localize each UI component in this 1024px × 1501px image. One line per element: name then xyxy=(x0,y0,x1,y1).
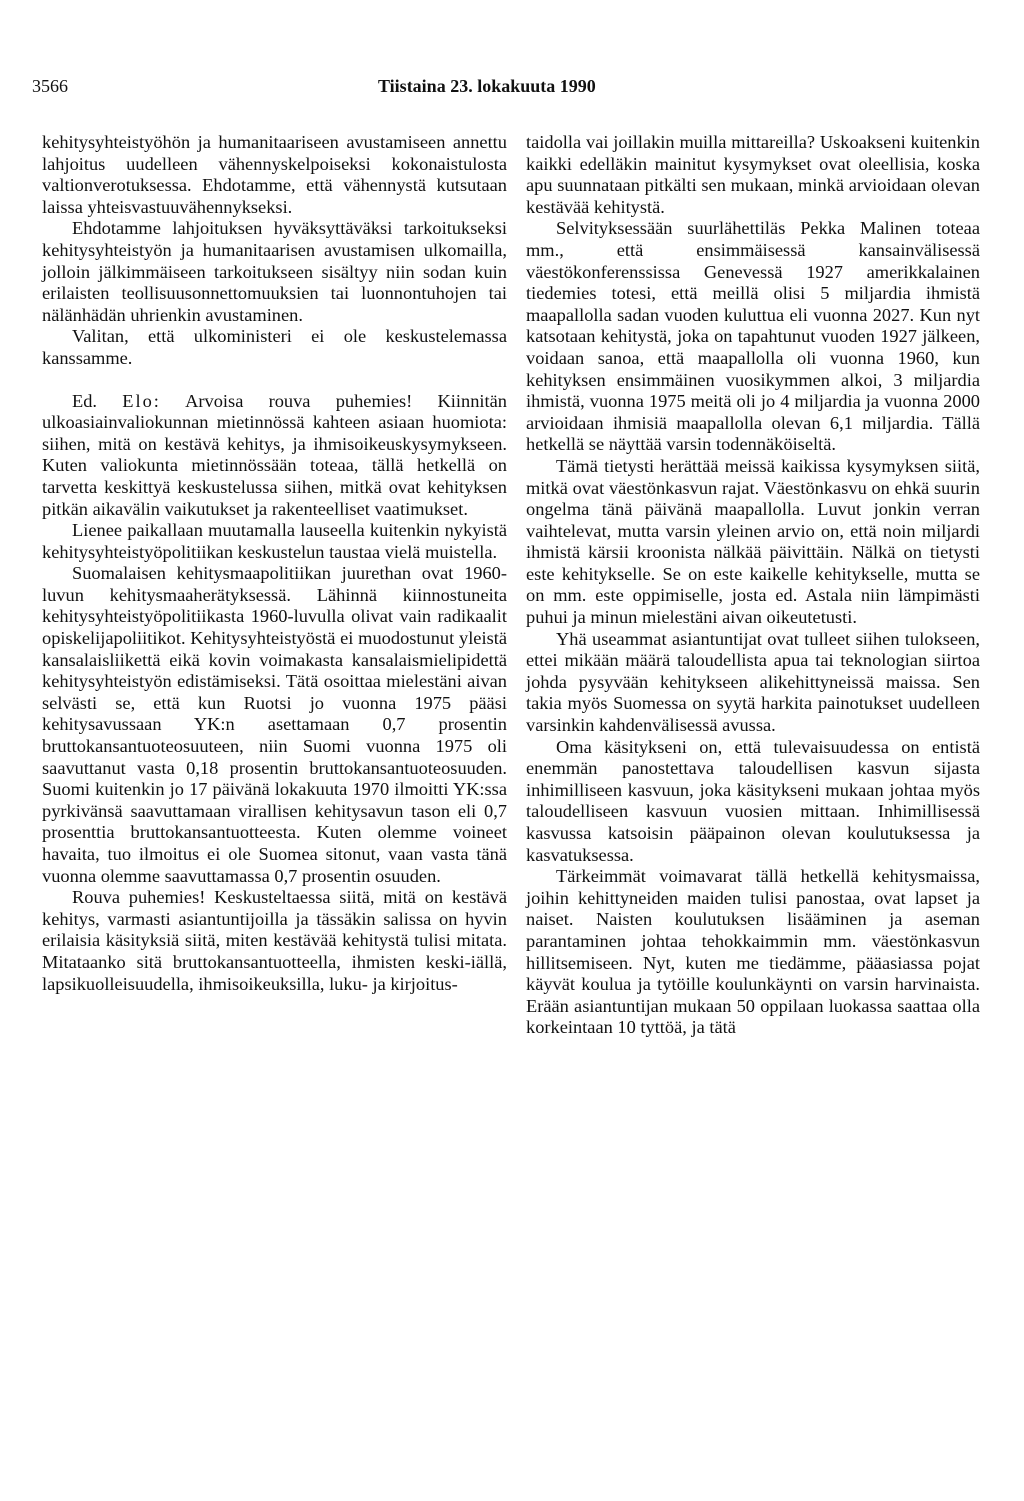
speaker-title: Ed. xyxy=(72,390,98,411)
paragraph: taidolla vai joillakin muilla mittareilla? Uskoakseni kuitenkin kaikki edelläkin mainitut kysymykset ovat oleellisia, koska apu suunnataan pitkälti sen mukaan, minkä arvioidaan olevan kestävää kehitystä. xyxy=(526,132,980,217)
right-column xyxy=(526,132,980,1039)
session-date: Tiistaina 23. lokakuuta 1990 xyxy=(378,76,596,96)
paragraph: Tärkeimmät voimavarat tällä hetkellä kehitysmaissa, joihin kehittyneiden maiden tulisi panostaa, ovat lapset ja naiset. Naisten koulutuksen lisääminen ja aseman parantaminen johtaa tehokkaimmin mm. väestönkasvun hillitsemiseen. Nyt, kuten me tiedämme, pääasiassa pojat käyvät koulua ja tytöille koulunkäynti on varsin harvinaista. Erään asiantuntijan mukaan 50 oppilaan luokassa saattaa olla korkeintaan 10 tyttöä, ja tätä xyxy=(526,866,980,1038)
paragraph: Ehdotamme lahjoituksen hyväksyttäväksi tarkoitukseksi kehitysyhteistyön ja humanitaarisen avustamisen ulkomailla, jolloin jälkimmäiseen tarkoitukseen sisältyy niin sodan kuin erilaisten teollisuusonnettomuuksien tai luonnontuhojen tai nälänhädän uhrienkin avustaminen. xyxy=(42,218,507,325)
paragraph: Rouva puhemies! Keskusteltaessa siitä, mitä on kestävä kehitys, varmasti asiantuntijoilla ja tässäkin salissa on hyvin erilaisia käsityksiä siitä, miten kestävää kehitystä tulisi mitata. Mitataanko sitä bruttokansantuotteella, ihmisten keski-iällä, lapsikuolleisuudella, ihmisoikeuksilla, luku- ja kirjoitus- xyxy=(42,887,507,994)
paragraph: Oma käsitykseni on, että tulevaisuudessa on entistä enemmän panostettava taloudellisen kasvun sijasta inhimilliseen kasvuun, joka käsitykseni mukaan johtaa myös taloudelliseen kasvuun vuosien mittaan. Inhimillisessä kasvussa katsoisin pääpainon olevan koulutuksessa ja kasvatuksessa. xyxy=(526,736,980,865)
left-column xyxy=(42,132,507,995)
paragraph: Yhä useammat asiantuntijat ovat tulleet siihen tulokseen, ettei mikään määrä taloudellista apua tai teknologian siirtoa johda pysyvään kehitykseen alikehittyneissä maissa. Sen takia myös Suomessa on syytä harkita painotukset uudelleen varsinkin kahdenvälisessä avussa. xyxy=(526,628,980,736)
paragraph: Suomalaisen kehitysmaapolitiikan juurethan ovat 1960-luvun kehitysmaaherätyksessä. Lähinnä kiinnostuneita kehitysyhteistyöpolitiikasta 1960-luvulla olivat vain radikaalit opiskelijapoliitikot. Kehitysyhteistyöstä ei muodostunut yleistä kansalaisliikettä eikä kovin voimakasta kansalaismielipidettä kehitysyhteistyön edistämiseksi. Tätä osoittaa mielestäni aivan selvästi se, että kun Ruotsi jo vuonna 1975 pääsi kehitysavussaan YK:n asettamaan 0,7 prosentin bruttokansantuoteosuuteen, niin Suomi vuonna 1975 oli saavuttanut vasta 0,18 prosentin bruttokansantuoteosuuden. Suomi kuitenkin jo 17 päivänä lokakuuta 1970 ilmoitti YK:ssa pyrkivänsä saavuttamaan virallisen kehitysavun tason eli 0,7 prosenttia bruttokansantuotteesta. Kuten olemme voineet havaita, tuo ilmoitus ei ole Suomea sitonut, vaan vasta tänä vuonna olemme saavuttamassa 0,7 prosentin osuuden. xyxy=(42,563,507,886)
speaker-name: Elo: xyxy=(122,390,161,411)
paragraph: Valitan, että ulkoministeri ei ole keskustelemassa kanssamme. xyxy=(42,326,507,368)
paragraph: Lienee paikallaan muutamalla lauseella kuitenkin nykyistä kehitysyhteistyöpolitiikan keskustelun taustaa vielä muistella. xyxy=(42,520,507,562)
paragraph: Selvityksessään suurlähettiläs Pekka Malinen toteaa mm., että ensimmäisessä kansainvälisessä väestökonferenssissa Genevessä 1927 amerikkalainen tiedemies totesi, että meillä olisi 5 miljardia ihmistä maapallolla sadan vuoden kuluttua eli vuonna 2027. Kun nyt katsotaan kehitystä, joka on tapahtunut vuoden 1927 jälkeen, voidaan sanoa, että maapallolla oli vuonna 1960, kun kehityksen ensimmäinen vuosikymmen alkoi, 3 miljardia ihmistä, vuonna 1975 meitä oli jo 4 miljardia ja vuonna 2000 arvioidaan ihmisiä maapallolla olevan 6,1 miljardia. Tällä hetkellä se näyttää varsin todennäköiseltä. xyxy=(526,218,980,455)
paragraph: kehitysyhteistyöhön ja humanitaariseen avustamiseen annettu lahjoitus uudelleen vähennyskelpoiseksi kokonaistulosta valtionverotuksessa. Ehdotamme, että vähennystä kutsutaan laissa yhteisvastuuvähennykseksi. xyxy=(42,132,507,217)
speech-text: Arvoisa rouva puhemies! Kiinnitän ulkoasiainvaliokunnan mietinnössä kahteen asiaan huomiota: siihen, mitä on kestävä kehitys, ja ihmisoikeuskysymykseen. Kuten valiokunta mietinnössään toteaa, tällä hetkellä on tarvetta keskittyä keskustelussa siihen, mitkä ovat kehityksen pitkän aikavälin vaikutukset ja rakenteelliset vaatimukset. xyxy=(42,390,507,519)
page-number: 3566 xyxy=(32,76,68,96)
speech-opening xyxy=(42,391,507,521)
page-header xyxy=(0,76,1024,98)
paragraph: Tämä tietysti herättää meissä kaikissa kysymyksen siitä, mitkä ovat väestönkasvun rajat. Väestönkasvu on ehkä suurin ongelma tänä päivänä maapallolla. Luvut jonkin verran vaihtelevat, mutta varsin yleinen arvio on, että noin miljardi ihmistä kärsii kroonista nälkää päivittäin. Nälkä on tietysti este kehitykselle. Se on este kaikelle kehitykselle, mutta se on mm. este oppimiselle, josta ed. Astala niin lämpimästi puhui ja minun mielestäni aivan oikeutetusti. xyxy=(526,455,980,628)
